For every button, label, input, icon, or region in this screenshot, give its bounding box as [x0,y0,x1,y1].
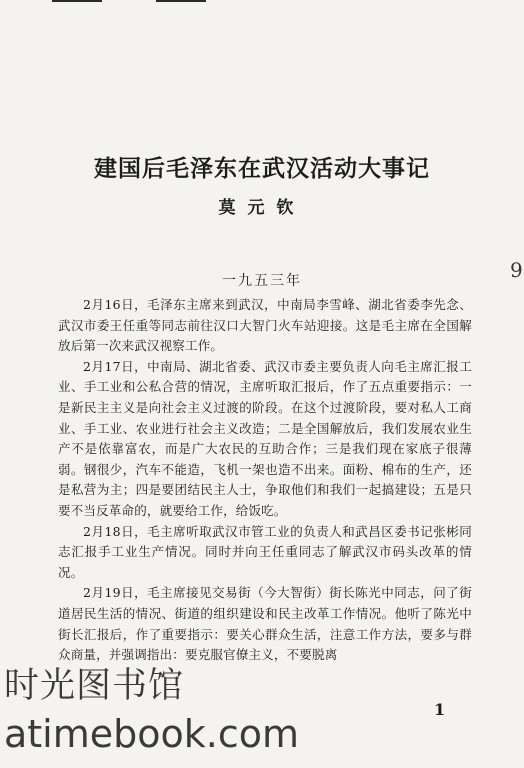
paragraph: 2月16日，毛泽东主席来到武汉，中南局李雪峰、湖北省委李先念、武汉市委王任重等同志前往汉口大智门火车站迎接。这是毛主席在全国解放后第一次来武汉视察工作。 [58,297,472,354]
paragraph: 2月19日，毛主席接见交易街（今大智街）街长陈光中同志，问了街道居民生活的情况、街道的组织建设和民主改革工作情况。他听了陈光中街长汇报后，作了重要指示：要关心群众生活，注意工作方法，要多与群众商量，并强调指出：要克服官僚主义，不要脱离 [58,585,472,663]
top-rule-right [156,0,206,2]
top-rule-left [52,0,102,2]
year-heading: 一九五三年 [222,273,302,289]
body-text [58,295,472,695]
document-title: 建国后毛泽东在武汉活动大事记 [94,155,430,182]
author-name: 莫元钦 [218,198,306,218]
paragraph: 2月17日，中南局、湖北省委、武汉市委主要负责人向毛主席汇报工业、手工业和公私合营的情况，主席听取汇报后，作了五点重要指示：一是新民主主义是向社会主义过渡的阶段。在这个过渡阶段，要对私人工商业、手工业、农业进行社会主义改造；二是全国解放后，我们发展农业生产不是依靠富农，而是广大农民的互助合作；三是我们现在家底子很薄弱。钢很少，汽车不能造，飞机一架也造不出来。面粉、棉布的生产，还是私营为主；四是要团结民主人士，争取他们和我们一起搞建设；五是只要不当反革命的，就要给工作，给饭吃。 [58,358,472,518]
edge-mark: 9 [510,258,523,282]
watermark-chinese: 时光图书馆 [4,666,185,706]
watermark-url: atimebook.com [4,714,300,754]
page-number: 1 [434,700,446,719]
paragraph: 2月18日，毛主席听取武汉市管工业的负责人和武昌区委书记张彬同志汇报手工业生产情况。同时并向王任重同志了解武汉市码头改革的情况。 [58,523,472,580]
